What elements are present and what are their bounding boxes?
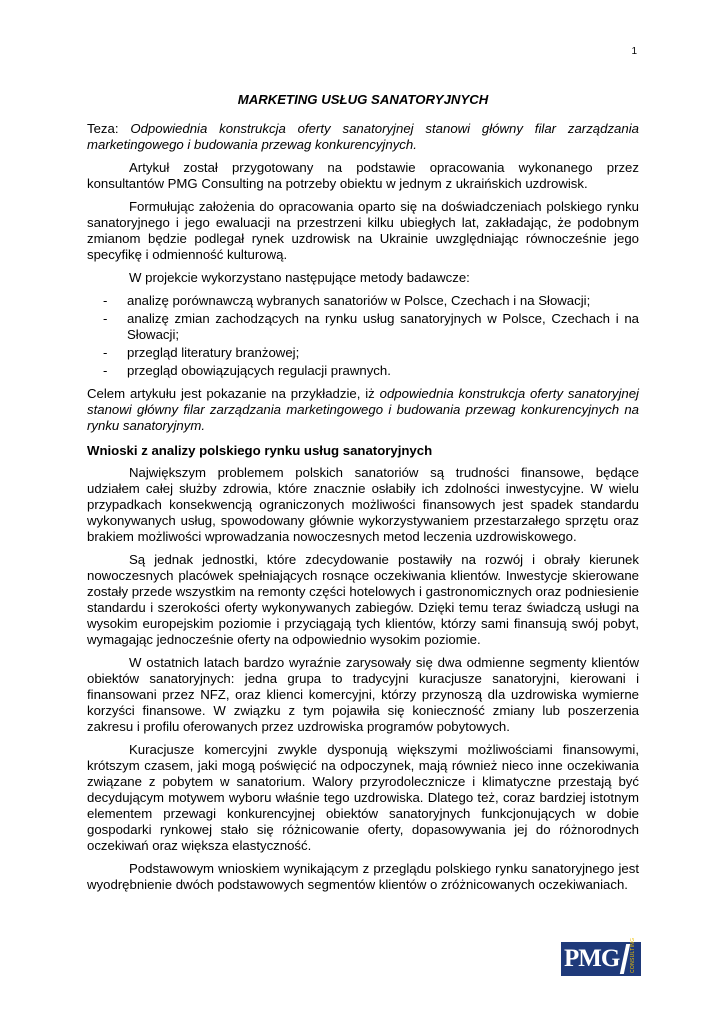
list-dash: - xyxy=(103,363,108,378)
document-body xyxy=(87,92,639,900)
pmg-logo xyxy=(561,937,641,976)
paragraph-problems: Największym problemem polskich sanatoriów są trudności finansowe, będące udziałem całej służby zdrowia, które znacznie osłabiły ich zdolności inwestycyjne. W wielu przypadkach konsekwencją ograniczonych możliwości finansowych jest spadek standardu wykonywanych usług, spowodowany głównie wykorzystywaniem przestarzałego sprzętu oraz brakiem możliwości wprowadzania nowoczesnych metod leczenia uzdrowiskowego. xyxy=(87,465,639,544)
section-heading: Wnioski z analizy polskiego rynku usług sanatoryjnych xyxy=(87,443,433,458)
document-title: MARKETING USŁUG SANATORYJNYCH xyxy=(237,92,489,107)
list-item-text: przegląd obowiązujących regulacji prawnych. xyxy=(127,363,391,378)
list-item xyxy=(87,311,639,343)
list-dash: - xyxy=(103,311,108,326)
paragraph-assumptions: Formułując założenia do opracowania oparto się na doświadczeniach polskiego rynku sanatoryjnego i jego ewaluacji na przestrzeni kilku ubiegłych lat, zakładając, że podobnym zmianom będzie podlegał rynek uzdrowisk na Ukrainie uwzględniając równocześnie jego specyfikę i odmienność kulturową. xyxy=(87,199,639,262)
list-item-text: analizę zmian zachodzących na rynku usług sanatoryjnych w Polsce, Czechach i na Słowacji; xyxy=(127,311,639,342)
page-number: 1 xyxy=(631,46,637,57)
paragraph-investments: Są jednak jednostki, które zdecydowanie postawiły na rozwój i obrały kierunek nowoczesnych placówek spełniających rosnące oczekiwania klientów. Inwestycje skierowane zostały przede wszystkim na remonty części hotelowych i gastronomicznych oraz podniesienie standardu i szerokości oferty wykonywanych zabiegów. Dzięki temu teraz świadczą usługi na wysokim europejskim poziomie i przyciągają tych klientów, którzy sami finansują swój pobyt, wymagając jednocześnie oferty na odpowiednio wysokim poziomie. xyxy=(87,552,639,647)
list-item-text: przegląd literatury branżowej; xyxy=(127,345,300,360)
thesis-text: Odpowiednia konstrukcja oferty sanatoryjnej stanowi główny filar zarządzania marketingowego i budowania przewag konkurencyjnych. xyxy=(87,121,639,152)
list-dash: - xyxy=(103,293,108,308)
list-item-text: analizę porównawczą wybranych sanatoriów w Polsce, Czechach i na Słowacji; xyxy=(127,293,591,308)
list-item xyxy=(87,363,639,379)
thesis xyxy=(87,121,639,153)
paragraph-commercial-clients: Kuracjusze komercyjni zwykle dysponują większymi możliwościami finansowymi, krótszym czasem, jaki mogą poświęcić na odpoczynek, mają również nieco inne oczekiwania związane z pobytem w sanatorium. Walory przyrodolecznicze i klimatyczne przestają być decydującym motywem wyboru właśnie tego uzdrowiska. Dlatego też, coraz bardziej istotnym elementem przewagi konkurencyjnej obiektów sanatoryjnych funkcjonujących w dobie gospodarki rynkowej stało się różnicowanie oferty, dopasowywania jej do różnorodnych oczekiwań oraz większa elastyczność. xyxy=(87,742,639,853)
list-item xyxy=(87,293,639,309)
article-goal xyxy=(87,386,639,434)
logo-slash xyxy=(620,944,630,974)
goal-prefix: Celem artykułu jest pokazanie na przykładzie, iż xyxy=(87,386,380,401)
methods-list xyxy=(87,293,639,379)
paragraph-conclusion: Podstawowym wnioskiem wynikającym z przeglądu polskiego rynku sanatoryjnego jest wyodrębnienie dwóch podstawowych segmentów klientów o zróżnicowanych oczekiwaniach. xyxy=(87,861,639,892)
methods-intro: W projekcie wykorzystano następujące metody badawcze: xyxy=(129,270,470,285)
paragraph-intro: Artykuł został przygotowany na podstawie opracowania wykonanego przez konsultantów PMG Consulting na potrzeby obiektu w jednym z ukraińskich uzdrowisk. xyxy=(87,160,639,191)
paragraph-segments: W ostatnich latach bardzo wyraźnie zarysowały się dwa odmienne segmenty klientów obiektów sanatoryjnych: jedna grupa to tradycyjni kuracjusze sanatoryjni, kierowani i finansowani przez NFZ, oraz klienci komercyjni, którzy przynoszą dla uzdrowiska wymierne korzyści finansowe. W związku z tym pojawiła się konieczność zmiany lub poszerzenia zakresu i profilu oferowanych przez uzdrowiska programów pobytowych. xyxy=(87,655,639,734)
list-dash: - xyxy=(103,345,108,360)
list-item xyxy=(87,345,639,361)
logo-mark: PMG xyxy=(564,945,620,972)
thesis-label: Teza: xyxy=(87,121,131,136)
goal-italic: odpowiednia konstrukcja oferty sanatoryjnej stanowi główny filar zarządzania marketingowego i budowania przewag konkurencyjnych na rynku sanatoryjnym. xyxy=(87,386,639,433)
logo-subtitle: CONSULTING xyxy=(630,937,636,973)
